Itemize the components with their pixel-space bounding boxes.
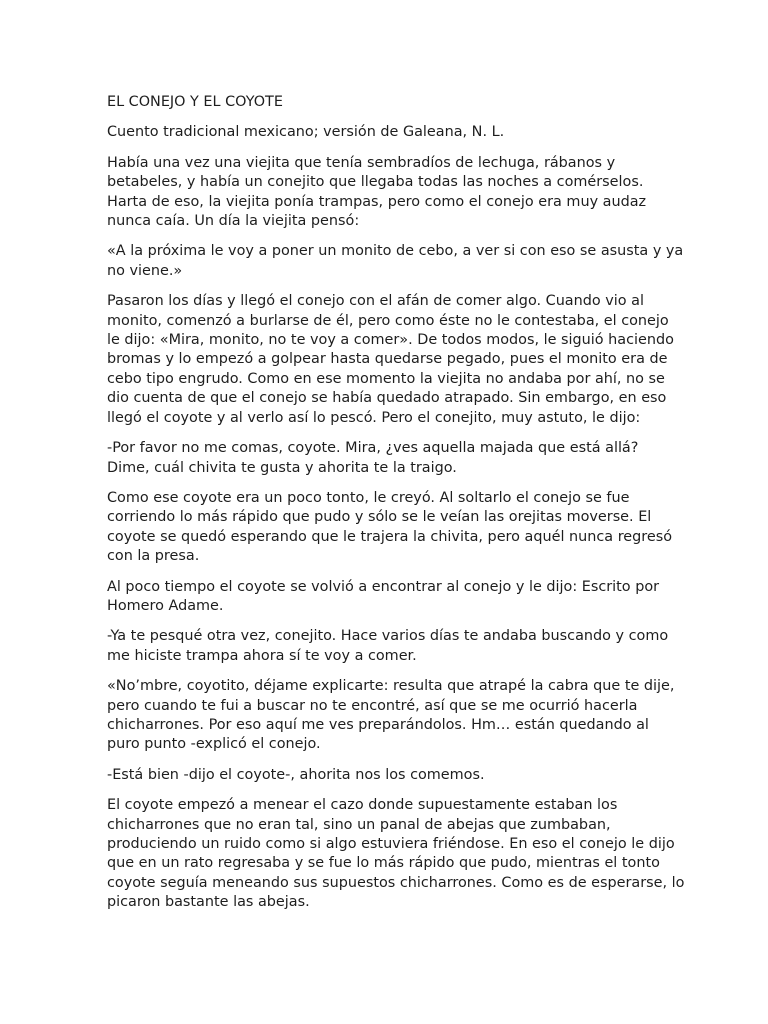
paragraph — [107, 439, 667, 478]
paragraph — [107, 292, 674, 428]
text-line: Pasaron los días y llegó el conejo con el afán de comer algo. Cuando vio al — [107, 293, 644, 310]
text-line: -Ya te pesqué otra vez, conejito. Hace varios días te andaba buscando y como — [107, 628, 669, 645]
paragraph — [107, 489, 673, 567]
text-line: Cuento tradicional mexicano; versión de Galeana, N. L. — [107, 124, 505, 141]
text-line: Al poco tiempo el coyote se volvió a encontrar al conejo y le dijo: Escrito por — [107, 578, 660, 595]
text-line: llegó el coyote y al verlo así lo pescó. Pero el conejito, muy astuto, le dijo: — [107, 409, 641, 426]
document-subtitle — [107, 123, 667, 142]
document-body — [107, 123, 685, 912]
text-line: con la presa. — [107, 548, 200, 565]
document-title: EL CONEJO Y EL COYOTE — [107, 94, 283, 110]
text-line: no viene.» — [107, 262, 183, 279]
paragraph — [107, 578, 667, 617]
text-line: «A la próxima le voy a poner un monito de cebo, a ver si con eso se asusta y ya — [107, 243, 684, 260]
text-line: coyote se quedó esperando que le trajera la chivita, pero aquél nunca regresó — [107, 528, 673, 545]
text-line: pero cuando te fui a buscar no te encontré, así que se me ocurrió hacerla — [107, 697, 638, 714]
text-line: Harta de eso, la viejita ponía trampas, pero como el conejo era muy audaz — [107, 193, 647, 210]
text-line: produciendo un ruido como si algo estuviera friéndose. En eso el conejo le dijo — [107, 836, 675, 852]
text-line: betabeles, y había un conejito que llegaba todas las noches a comérselos. — [107, 174, 644, 191]
paragraph — [107, 677, 675, 755]
paragraph — [107, 796, 685, 912]
text-line: El coyote empezó a menear el cazo donde supuestamente estaban los — [107, 797, 618, 814]
paragraph — [107, 766, 667, 785]
text-line: dio cuenta de que el conejo se había quedado atrapado. Sin embargo, en eso — [107, 390, 667, 407]
text-line: Como ese coyote era un poco tonto, le creyó. Al soltarlo el conejo se fue — [107, 489, 630, 506]
text-line: cebo tipo engrudo. Como en ese momento la viejita no andaba por ahí, no se — [107, 370, 665, 387]
text-line: -Por favor no me comas, coyote. Mira, ¿ves aquella majada que está allá? — [107, 440, 639, 457]
text-line: que en un rato regresaba y se fue lo más rápido que pudo, mientras el tonto — [107, 855, 660, 872]
text-line: nunca caía. Un día la viejita pensó: — [107, 213, 360, 230]
text-line: Dime, cuál chivita te gusta y ahorita te la traigo. — [107, 459, 457, 476]
text-line: «No’mbre, coyotito, déjame explicarte: resulta que atrapé la cabra que te dije, — [107, 678, 675, 695]
text-line: corriendo lo más rápido que pudo y sólo se le veían las orejitas moverse. El — [107, 509, 652, 526]
text-line: coyote seguía meneando sus supuestos chicharrones. Como es de esperarse, lo — [107, 874, 685, 891]
text-line: Homero Adame. — [107, 597, 224, 614]
text-line: puro punto -explicó el conejo. — [107, 736, 321, 753]
paragraph — [107, 242, 684, 281]
paragraph — [107, 627, 667, 666]
text-line: monito, comenzó a burlarse de él, pero como éste no le contestaba, el conejo — [107, 312, 669, 329]
text-line: chicharrones que no eran tal, sino un panal de abejas que zumbaban, — [107, 816, 611, 833]
text-line: me hiciste trampa ahora sí te voy a comer. — [107, 647, 417, 664]
text-line: chicharrones. Por eso aquí me ves preparándolos. Hm… están quedando al — [107, 716, 649, 733]
text-line: le dijo: «Mira, monito, no te voy a comer». De todos modos, le siguió haciendo — [107, 332, 674, 349]
text-line: Había una vez una viejita que tenía sembradíos de lechuga, rábanos y — [107, 154, 616, 171]
document-page — [107, 93, 685, 924]
text-line: bromas y lo empezó a golpear hasta quedarse pegado, pues el monito era de — [107, 351, 668, 368]
text-line: -Está bien -dijo el coyote-, ahorita nos los comemos. — [107, 766, 485, 783]
text-line: picaron bastante las abejas. — [107, 894, 310, 911]
paragraph — [107, 154, 667, 232]
